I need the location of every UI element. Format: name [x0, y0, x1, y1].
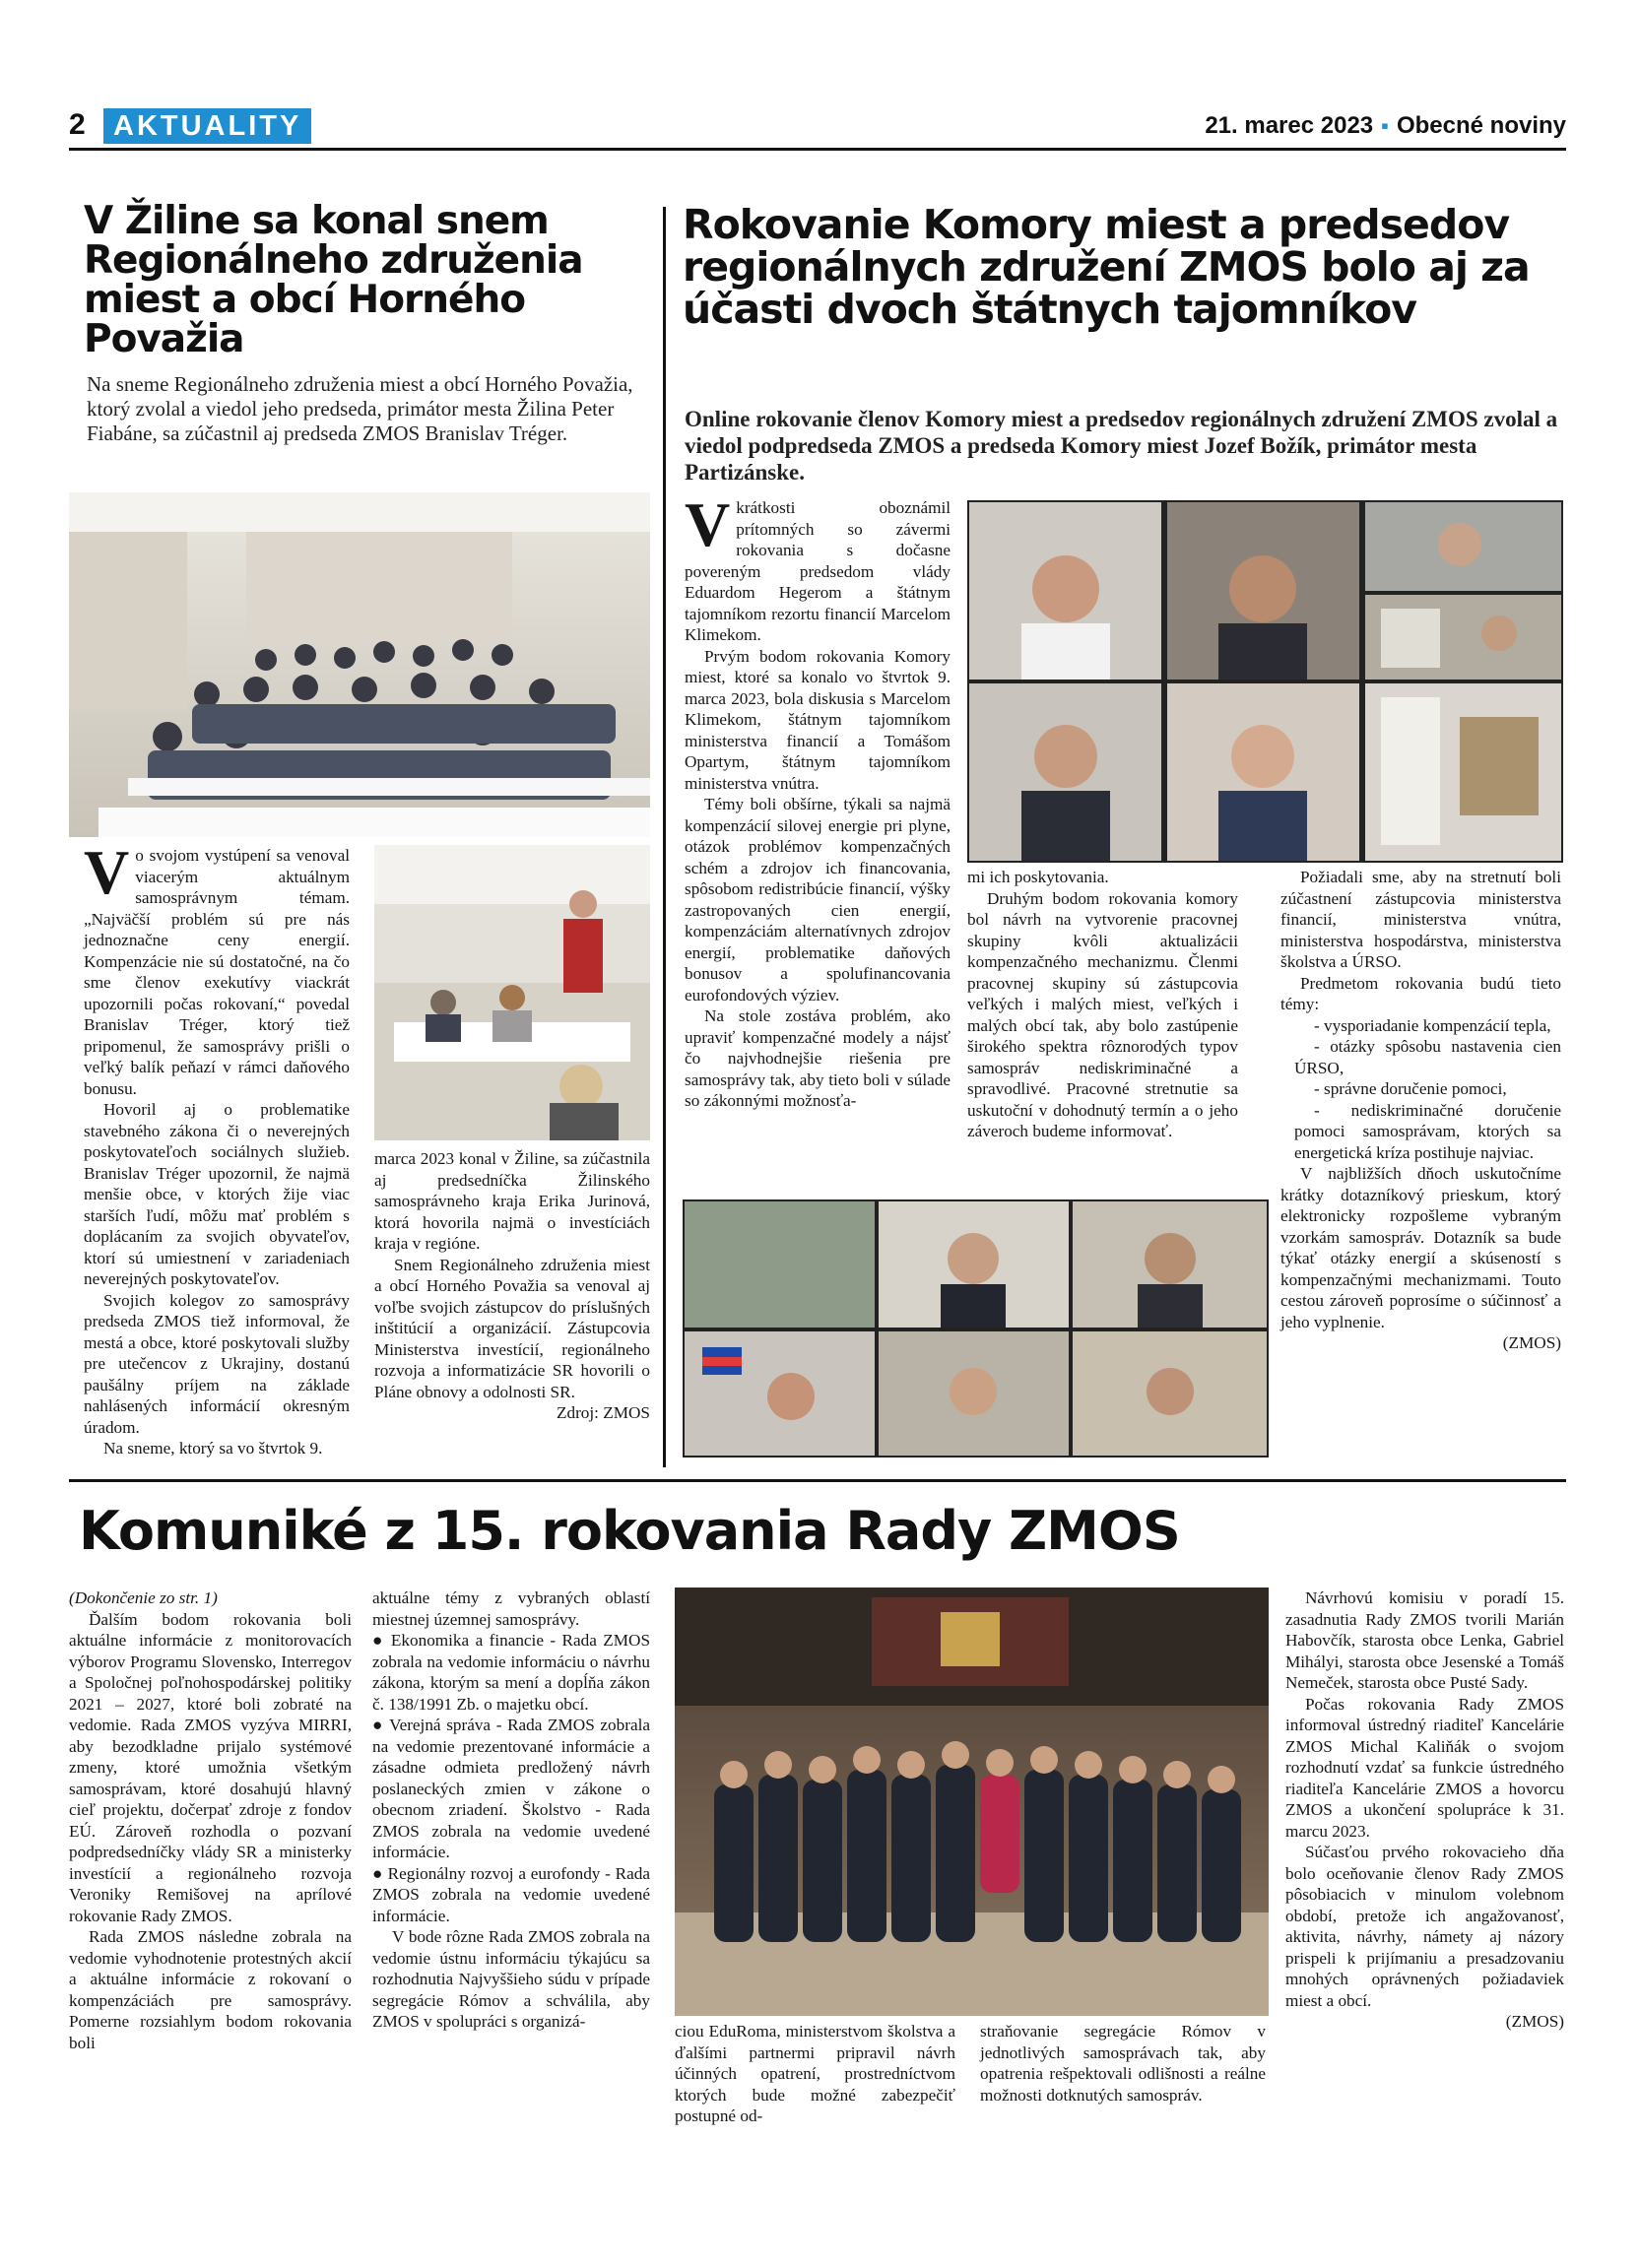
article3-paragraph: Počas rokovania Rady ZMOS informoval ústredný riaditeľ Kancelárie ZMOS Michal Kaliňák o svojom rozhodnutí vzdať sa funkcie ústredného riaditeľa Kancelárie ZMOS a hovorcu ZMOS a ukončení spolupráce k 31. marcu 2023. — [1285, 1694, 1564, 1841]
article2-photo-videocall-2 — [683, 1199, 1269, 1458]
article1-paragraph: Hovoril aj o problematike stavebného zákona či o neverejných poskytovateľoch sociálnych služieb. Branislav Tréger upozornil, že najmä menšie obce, v ktorých žije viac starších ľudí, môžu mať problém s doplácaním za svojich obyvateľov, ktorí sú umiestnení v zariadeniach neverejných poskytovateľov. — [84, 1100, 350, 1288]
article1-column-2 — [374, 1148, 650, 1424]
list-item: - vysporiadanie kompenzácií tepla, — [1314, 1015, 1551, 1035]
article1-paragraph: Na sneme, ktorý sa vo štvrtok 9. — [103, 1439, 323, 1458]
issue-info — [1205, 112, 1566, 140]
article3-column-3 — [675, 2021, 955, 2127]
article3-paragraph: ciou EduRoma, ministerstvom školstva a ďalšími partnermi pripravil návrh účinných opatrení, prostredníctvom ktorých bude možné zabezpečiť postupné od- — [675, 2022, 955, 2125]
article1-lead: Na sneme Regionálneho združenia miest a obcí Horného Považia, ktorý zvolal a viedol jeho predseda, primátor mesta Žilina Peter Fiabáne, sa zúčastnil aj predseda ZMOS Branislav Tréger. — [87, 372, 633, 445]
article1-paragraph: marca 2023 konal v Žiline, sa zúčastnila aj predsedníčka Žilinského samosprávneho kraja Erika Jurinová, ktorá hovorila najmä o investíciách kraja v regióne. — [374, 1149, 650, 1253]
article1-paragraph: Svojich kolegov zo samosprávy predseda ZMOS tiež informoval, že mestá a obce, ktoré poskytovali služby pre utečencov z Ukrajiny, dostanú paušálny príjem na základe nahlásených informácií okresným úradom. — [84, 1290, 350, 1437]
article2-paragraph: Požiadali sme, aby na stretnutí boli zúčastnení zástupcovia ministerstva financií, ministerstva vnútra, ministerstva hospodárstva, ministerstva školstva a ÚRSO. — [1280, 868, 1561, 971]
article2-paragraph: Na stole zostáva problém, ako upraviť kompenzačné modely a nájsť čo najvhodnejšie riešenia pre samosprávy tak, aby tieto boli v súlade so zákonnými možnosťa- — [685, 1006, 951, 1110]
article3-column-2 — [372, 1588, 650, 2033]
article3-paragraph: Návrhovú komisiu v poradí 15. zasadnutia Rady ZMOS tvorili Marián Habovčík, starosta obce Lenka, Gabriel Mihályi, starosta obce Jesenské a Tomáš Nemeček, starosta obce Pusté Sady. — [1285, 1588, 1564, 1692]
column-divider — [663, 207, 666, 1467]
article1-title: V Žiline sa konal snem Regionálneho združenia miest a obcí Horného Považia — [84, 199, 583, 361]
list-item: - otázky spôsobu nastavenia cien ÚRSO, — [1294, 1037, 1561, 1077]
article3-source: (ZMOS) — [1505, 2012, 1564, 2031]
article1-column-1 — [84, 837, 350, 1459]
article3-paragraph: Súčasťou prvého rokovacieho dňa bolo oceňovanie členov Rady ZMOS pôsobiacich v minulom volebnom období, pretože ich angažovanosť, aktivita, návrhy, námety aj názory prispeli k prijímaniu a presadzovaniu mnohých oprávnených požiadaviek miest a obcí. — [1285, 1843, 1564, 2010]
article3-group-photo — [675, 1588, 1269, 2016]
dropcap: V — [685, 489, 731, 559]
article2-paragraph: Témy boli obšírne, týkali sa najmä kompenzácií silovej energie pri plyne, otázok problémov kompenzačných schém a zdrojov ich financovania, spôsobom redistribúcie financií, výšky zastropovaných cien energií, kompenzáciám alternatívnych zdrojov energií, problematike daňových bonusov a spolufinancovania eurofondových výziev. — [685, 795, 951, 1004]
page-number: 2 — [69, 108, 86, 141]
article2-source: (ZMOS) — [1502, 1333, 1561, 1352]
article1-source: Zdroj: ZMOS — [556, 1403, 650, 1422]
article3-paragraph: Rada ZMOS následne zobrala na vedomie vyhodnotenie protestných akcií a aktuálne informácie z rokovaní o kompenzáciách pre samosprávy. Pomerne rozsiahlym bodom rokovania boli — [69, 1927, 352, 2052]
separator-bullet: ▪ — [1381, 113, 1389, 138]
article2-column-2 — [967, 867, 1238, 1142]
issue-date: 21. marec 2023 — [1205, 112, 1374, 139]
article2-lead: Online rokovanie členov Komory miest a predsedov regionálnych združení ZMOS zvolal a viedol podpredseda ZMOS a predseda Komory miest Jozef Božík, primátor mesta Partizánske. — [685, 407, 1558, 485]
article1-paragraph: Snem Regionálneho združenia miest a obcí Horného Považia sa venoval aj voľbe svojich zástupcov do príslušných inštitúcií a organizácií. Zástupcovia Ministerstva investícií, regionálneho rozvoja a informatizácie SR hovorili o Pláne obnovy a odolnosti SR. — [374, 1255, 650, 1401]
publication-name: Obecné noviny — [1396, 112, 1566, 139]
list-item: - správne doručenie pomoci, — [1314, 1079, 1507, 1098]
article3-column-1 — [69, 1588, 352, 2053]
article2-paragraph: mi ich poskytovania. — [967, 868, 1109, 886]
article3-bullet: ● Ekonomika a financie - Rada ZMOS zobrala na vedomie informáciu o návrhu zákona, ktorým sa mení a dopĺňa zákon č. 138/1991 Zb. o majetku obcí. — [372, 1631, 650, 1714]
continued-note: (Dokončenie zo str. 1) — [69, 1588, 218, 1607]
article3-bullet: ● Regionálny rozvoj a eurofondy - Rada ZMOS zobrala na vedomie uvedené informácie. — [372, 1863, 650, 1925]
article3-column-4 — [980, 2021, 1266, 2106]
article3-paragraph: straňovanie segregácie Rómov v jednotlivých samosprávach tak, aby opatrenia rešpektovali odlišnosti a reálne možnosti dotknutých samospráv. — [980, 2022, 1266, 2105]
header-rule — [69, 148, 1566, 151]
section-rule — [69, 1479, 1566, 1482]
list-item: - nediskriminačné doručenie pomoci samosprávam, ktorých sa energetická kríza postihuje najviac. — [1294, 1100, 1561, 1162]
article2-paragraph: V najbližších dňoch uskutočníme krátky dotazníkový prieskum, ktorý elektronicky rozpošleme vybraným vzorkám samospráv. Dotazník sa bude týkať otázky energií a skúseností s kompenzačnými mechanizmami. Touto cestou zároveň poprosíme o súčinnosť a jeho vyplnenie. — [1280, 1164, 1561, 1331]
article2-first-paragraph: Vkrátkosti oboznámil prítomných so závermi rokovania s dočasne povereným predsedom vlády Eduardom Hegerom a štátnym tajomníkom rezortu financií Marcelom Klimekom. — [685, 489, 951, 644]
article1-first-paragraph: Vo svojom vystúpení sa venoval viacerým aktuálnym samosprávnym témam. „Najväčší problém sú pre nás jednoznačne ceny energií. Kompenzácie nie sú dostatočné, na čo sme členov exekutívy viackrát upozornili počas rokovaní,“ povedal Branislav Tréger, ktorý tiež pripomenul, že samosprávy prišli o veľký balík peňazí v rámci daňového bonusu. — [84, 837, 350, 1098]
article3-column-5 — [1285, 1588, 1564, 2033]
article2-title: Rokovanie Komory miest a predsedov regionálnych združení ZMOS bolo aj za účasti dvoch štátnych tajomníkov — [683, 201, 1530, 333]
article3-title: Komuniké z 15. rokovania Rady ZMOS — [79, 1500, 1180, 1562]
article2-paragraph: Prvým bodom rokovania Komory miest, ktoré sa konalo vo štvrtok 9. marca 2023, bola diskusia s Marcelom Klimekom, štátnym tajomníkom ministerstva financií a Tomášom Opartym, štátnym tajomníkom ministerstva vnútra. — [685, 646, 951, 793]
article3-bullet: ● Verejná správa - Rada ZMOS zobrala na vedomie prezentované informácie a zásadne odmieta predložený návrh poslaneckých zmien v zákone o obecnom zriadení. Školstvo - Rada ZMOS zobrala na vedomie uvedené informácie. — [372, 1716, 650, 1861]
article2-column-1 — [685, 489, 951, 1112]
article2-paragraph: Predmetom rokovania budú tieto témy: — [1280, 973, 1561, 1013]
article3-paragraph: Ďalším bodom rokovania boli aktuálne informácie z monitorovacích výborov Programu Slovensko, Interregov a Spoločnej poľnohospodárskej politiky 2021 – 2027, ktoré boli zobraté na vedomie. Rada ZMOS vyzýva MIRRI, aby bezodkladne prijalo systémové zmeny, ktoré umožnia všetkým samosprávam, ktoré dosahujú hlavný cieľ projektu, dočerpať zdroje z fondov EÚ. Zároveň rozhodla o pozvaní podpredsedníčky vlády SR a ministerky investícií a regionálneho rozvoja Veroniky Remišovej na aprílové rokovanie Rady ZMOS. — [69, 1609, 352, 1925]
section-label: AKTUALITY — [103, 108, 311, 144]
article1-photo-speaker — [374, 845, 650, 1140]
article3-paragraph: V bode rôzne Rada ZMOS zobrala na vedomie ústnu informáciu týkajúcu sa rozhodnutia Najvyššieho súdu v prípade segregácie Rómov a schválila, aby ZMOS v spolupráci s organizá- — [372, 1927, 650, 2031]
article2-paragraph: Druhým bodom rokovania komory bol návrh na vytvorenie pracovnej skupiny kvôli aktualizácii kompenzačného mechanizmu. Členmi pracovnej skupiny sú zástupcovia veľkých i malých miest, veľkých i malých obcí tak, aby bolo zastúpenie širokého spektra rôznorodých typov samospráv nediskriminačné a spravodlivé. Pracovné stretnutie sa uskutoční v dohodnutý termín a o jeho záveroch budeme informovať. — [967, 888, 1238, 1140]
article2-photo-videocall-1 — [967, 500, 1563, 863]
article1-photo-hall — [69, 492, 650, 837]
dropcap: V — [84, 837, 130, 907]
article2-column-3 — [1280, 867, 1561, 1354]
article3-paragraph: aktuálne témy z vybraných oblastí miestnej územnej samosprávy. — [372, 1588, 650, 1629]
